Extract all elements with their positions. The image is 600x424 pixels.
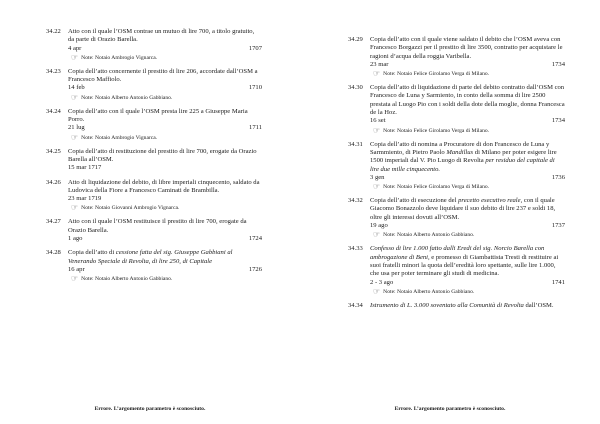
entry-number: 34.31: [348, 140, 363, 148]
entry-number: 34.34: [348, 301, 363, 309]
entry-34-33: [348, 245, 565, 295]
entry-date: 1 ago: [68, 235, 83, 243]
entry-year: 1710: [248, 84, 262, 92]
entry-date: 23 mar 1719: [68, 195, 102, 203]
entry-text-plain: di Milano per poter esigere lire 1500 imperiali dal V. Pio Luogo di Revolta: [370, 148, 557, 165]
entry-note: Note: Notaio Alberto Antonio Gabbiano.: [81, 276, 173, 283]
entry-34-27: [46, 218, 262, 243]
entry-text-italic: precetto esecutivo reale: [458, 197, 521, 205]
entry-text: Copia dell’atto con il quale l’OSM presta lire 225 a Giuseppe Maria Porro.: [68, 107, 248, 124]
entry-date: 15 mar 1717: [68, 164, 102, 172]
entry-date: 3 gen: [370, 173, 385, 181]
pointing-hand-icon: ☞: [71, 274, 79, 284]
entry-number: 34.28: [46, 249, 61, 257]
entry-text: [68, 249, 262, 266]
entry-34-32: [348, 197, 565, 239]
entry-year: 1724: [248, 235, 262, 243]
entry-34-28: [46, 249, 262, 283]
entry-34-23: [46, 68, 262, 102]
entry-number: 34.32: [348, 197, 363, 205]
entry-note: Note: Notaio Giovanni Ambrogio Vignarca.: [81, 205, 180, 212]
entry-34-31: [348, 141, 565, 191]
entry-year: 1736: [551, 173, 565, 181]
entry-number: 34.22: [46, 28, 61, 35]
pointing-hand-icon: ☞: [71, 132, 79, 142]
entry-year: 1734: [551, 117, 565, 125]
entry-34-29: [348, 36, 565, 78]
entry-note: Note: Notaio Alberto Antonio Gabbiano.: [383, 232, 475, 239]
entry-text-plain: , con il quale Giacomo Bonazzolo deve liquidare il suo debito di lire 237 e soldi 18, oltre gli interessi dovuti all’OSM.: [370, 197, 556, 221]
entry-note: Note: Notaio Felice Girolamo Verga di Milano.: [383, 184, 490, 191]
entry-number: 34.29: [348, 36, 363, 43]
entry-number: 34.33: [348, 245, 363, 253]
entry-text-italic: Mandillus: [446, 148, 474, 156]
entry-note: Note: Notaio Felice Girolamo Verga di Milano.: [383, 127, 490, 134]
entry-date: 2 - 3 ago: [370, 278, 394, 286]
entry-text-plain: Copia dell’atto di: [68, 249, 116, 257]
entry-year: 1726: [248, 265, 262, 273]
pointing-hand-icon: ☞: [71, 203, 79, 213]
entry-text-plain: Copia dell’atto di esecuzione del: [370, 197, 459, 205]
pointing-hand-icon: ☞: [71, 52, 79, 62]
entry-note: Note: Notaio Ambrogio Vignarca.: [81, 54, 158, 61]
pointing-hand-icon: ☞: [71, 92, 79, 102]
entry-number: 34.23: [46, 67, 61, 75]
entry-number: 34.26: [46, 178, 61, 186]
entry-text-plain: dall’OSM.: [523, 301, 554, 309]
entry-number: 34.30: [348, 84, 363, 92]
entry-date: 14 feb: [68, 84, 85, 92]
entry-34-30: [348, 84, 565, 134]
entry-text: [370, 141, 565, 174]
entry-34-22: [46, 28, 262, 62]
entry-text-italic: Istrumento di L. 3.000 soventato alla Comunità di Revolta: [370, 301, 524, 309]
entry-year: 1707: [248, 44, 262, 52]
entry-text: Atto di liquidazione del debito, di libre imperiali cinquecento, saldato da Ludovica della Fiore a Francesco Caminati de Brambilla.: [68, 178, 260, 194]
pointing-hand-icon: ☞: [373, 125, 381, 135]
entry-date: 19 ago: [370, 222, 388, 230]
entry-number: 34.24: [46, 107, 61, 115]
entry-year: 1734: [551, 60, 565, 68]
entry-note: Note: Notaio Alberto Antonio Gabbiano.: [81, 94, 173, 101]
entry-34-34: [348, 302, 565, 310]
entry-text-plain: , e promesso di Giambattista Tresti di restituire ai suoi fratelli minori la quota dell’eredità loro spettante, sulle lire 1.000, che usa per poter terminare gli studi di medicina.: [370, 253, 559, 278]
entry-number: 34.25: [46, 147, 61, 155]
pointing-hand-icon: ☞: [373, 230, 381, 240]
left-entries: [46, 28, 262, 289]
entry-year: 1741: [551, 278, 565, 286]
entry-text-italic: cessione fatta del sig. Giuseppe Gabbiani al Venerando Speciale di Revolta, di lire 250, di Capitale: [68, 249, 233, 265]
entry-34-24: [46, 108, 262, 142]
entry-text-italic: Confesso di lire 1.000 fatto dalli Eredi del sig. Norcio Barella con ambrogazione di Beni: [370, 245, 545, 261]
entry-note: Note: Notaio Ambrogio Vignarca.: [81, 134, 158, 141]
right-page: [300, 0, 600, 424]
entry-text-italic: per residuo del capitale di lire due mille cinquecento.: [370, 157, 555, 173]
entry-34-25: [46, 148, 262, 173]
entry-note: Note: Notaio Alberto Antonio Gabbiano.: [383, 288, 475, 295]
pointing-hand-icon: ☞: [373, 182, 381, 192]
entry-text-plain: Copia dell’atto di nomina a Procuratore di don Francesco de Luna y Sarmmiento, di Pietro Paolo: [370, 140, 550, 156]
entry-text: [370, 197, 565, 222]
entry-text: Copia dell’atto di restituzione del prestito di lire 700, erogate da Orazio Barella all’OSM.: [68, 147, 257, 163]
entry-year: 1737: [551, 222, 565, 230]
entry-text: Copia dell’atto di liquidazione di parte del debito contratto dall’OSM con Francesco de Luna y Sarmiento, in conto della somma di lire 2500 prestata al Luogo Pio con i soldi della dote della moglie, donna Francesca de la Hoz.: [370, 84, 565, 117]
entry-text: [370, 245, 565, 278]
entry-date: 16 set: [370, 117, 386, 125]
entry-date: 23 mar: [370, 60, 389, 68]
entry-year: 1711: [249, 124, 262, 132]
pointing-hand-icon: ☞: [373, 286, 381, 296]
entry-number: 34.27: [46, 218, 61, 226]
entry-text: Atto con il quale l’OSM contrae un mutuo di lire 700, a titolo gratuito, da parte di Orazio Barella.: [68, 28, 255, 44]
entry-text: [370, 302, 565, 310]
page-footer: Errore. L’argomento parametro è sconosciuto.: [94, 406, 206, 412]
entry-34-26: [46, 179, 262, 213]
entry-date: 4 apr: [68, 44, 82, 52]
entry-note: Note: Notaio Felice Girolamo Verga di Milano.: [383, 71, 490, 78]
entry-text: Copia dell’atto concernente il prestito di lire 206, accordate dall’OSM a Francesco Maffiolo.: [68, 67, 258, 84]
pointing-hand-icon: ☞: [373, 69, 381, 79]
entry-date: 21 lug: [68, 124, 85, 132]
entry-date: 16 apr: [68, 265, 85, 273]
entry-text: Copia dell’atto con il quale viene saldato il debito che l’OSM aveva con Francesco Borgazzi per il prestito di lire 3500, contratto per acquistare le ragioni d’acqua della roggia Varibella.: [370, 36, 563, 60]
right-entries: [348, 36, 565, 316]
page-footer: Errore. L’argomento parametro è sconosciuto.: [394, 406, 506, 412]
entry-text: Atto con il quale l’OSM restituisce il prestito di lire 700, erogate da Orazio Barella.: [68, 218, 247, 234]
